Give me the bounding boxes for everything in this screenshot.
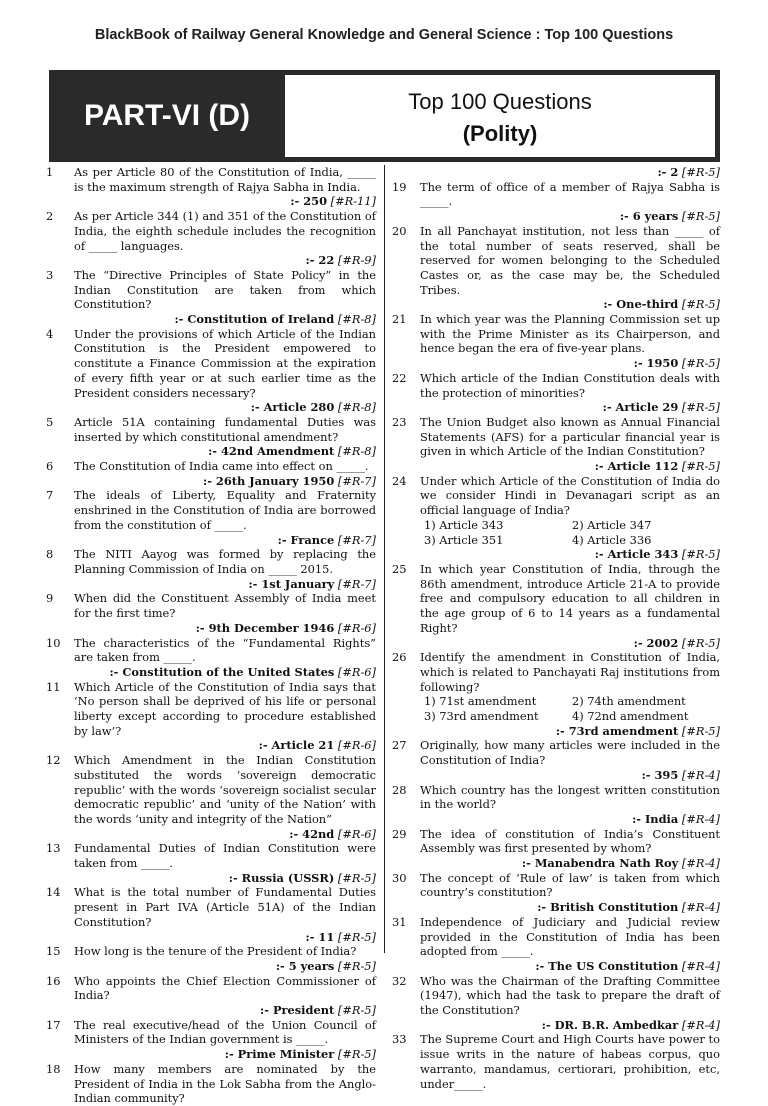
answer-line: [74, 533, 376, 548]
answer-line: [420, 1018, 720, 1033]
question-text: Who was the Chairman of the Drafting Committee (1947), which had the task to prepare the draft of the Constitution?: [420, 973, 720, 1018]
question-item: [46, 547, 376, 591]
question-item: [392, 371, 720, 415]
question-item: [392, 474, 720, 562]
answer-ref: [#R-5]: [678, 547, 720, 562]
question-text: Fundamental Duties of Indian Constitution were taken from _____.: [74, 841, 376, 871]
question-text: The concept of ‘Rule of law’ is taken from which country’s constitution?: [420, 870, 720, 900]
right-column: [392, 165, 720, 1091]
option: 4) 72nd amendment: [572, 709, 689, 724]
question-item: [392, 827, 720, 871]
question-number: 8: [46, 547, 54, 562]
answer-ref: [#R-8]: [334, 312, 376, 327]
question-item: [392, 224, 720, 312]
question-text: The NITI Aayog was formed by replacing the Planning Commission of India on _____ 2015.: [74, 547, 376, 576]
question-text: How many members are nominated by the President of India in the Lok Sabha from the Anglo-Indian community?: [74, 1061, 376, 1106]
answer-text: :- 2002: [633, 635, 679, 650]
answer-line: [74, 1047, 376, 1062]
question-item: [46, 209, 376, 268]
question-text: The characteristics of the “Fundamental Rights” are taken from _____.: [74, 635, 376, 665]
answer-text: :- France: [277, 532, 335, 547]
question-item: [392, 165, 720, 180]
question-number: 2: [46, 209, 54, 224]
answer-options: [420, 518, 720, 547]
answer-text: :- 11: [305, 929, 335, 944]
column-divider: [384, 165, 385, 953]
option: 1) 71st amendment: [424, 694, 537, 709]
part-label: PART-VI (D): [83, 99, 251, 132]
option: 3) Article 351: [424, 532, 504, 547]
question-text: The Union Budget also known as Annual Financial Statements (AFS) for a particular financial year is given in which Article of the Indian Constitution?: [420, 414, 720, 459]
answer-text: :- Article 343: [594, 547, 679, 562]
option: 1) Article 343: [424, 517, 504, 532]
answer-line: [420, 724, 720, 739]
answer-text: :- Article 280: [250, 400, 335, 415]
option: 2) Article 347: [572, 517, 652, 532]
answer-line: [420, 297, 720, 312]
running-head: BlackBook of Railway General Knowledge and General Science : Top 100 Questions: [94, 27, 674, 43]
question-number: 20: [392, 223, 407, 238]
answer-line: [420, 165, 720, 180]
answer-ref: [#R-5]: [678, 635, 720, 650]
question-text: The Constitution of India came into effect on _____.: [74, 459, 369, 474]
answer-text: :- 42nd Amendment: [208, 444, 335, 459]
answer-ref: [#R-5]: [334, 929, 376, 944]
answer-ref: [#R-4]: [678, 1017, 720, 1032]
answer-text: :- President: [260, 1003, 335, 1018]
question-number: 7: [46, 488, 54, 503]
question-text: Identify the amendment in Constitution of India, which is related to Panchayati Raj institutions from following?: [420, 650, 720, 694]
answer-line: [74, 621, 376, 636]
question-item: [46, 1062, 376, 1106]
question-number: 10: [46, 635, 61, 650]
answer-line: [420, 459, 720, 474]
question-text: Article 51A containing fundamental Duties was inserted by which constitutional amendment?: [74, 414, 376, 444]
answer-text: :- British Constitution: [537, 900, 679, 915]
answer-line: [420, 636, 720, 651]
answer-line: [74, 444, 376, 459]
answer-ref: [#R-5]: [334, 1003, 376, 1018]
answer-text: :- Constitution of Ireland: [174, 312, 335, 327]
question-text: The Supreme Court and High Courts have power to issue writs in the nature of habeas corpus, quo warranto, mandamus, certiorari, prohibition, etc, under_____.: [420, 1032, 720, 1091]
answer-text: :- One-third: [603, 297, 679, 312]
answer-ref: [#R-5]: [334, 870, 376, 885]
question-text: As per Article 344 (1) and 351 of the Constitution of India, the eighth schedule includes the recognition of _____ languages.: [74, 209, 376, 253]
banner-title-box: [285, 75, 715, 157]
question-item: [46, 636, 376, 680]
option: 4) Article 336: [572, 532, 652, 547]
part-banner: [49, 70, 720, 162]
answer-line: [74, 738, 376, 753]
answer-line: [420, 356, 720, 371]
answer-ref: [#R-6]: [334, 620, 376, 635]
question-text: In which year was the Planning Commission set up with the Prime Minister as its Chairperson, and hence began the era of five-year plans.: [420, 312, 720, 356]
answer-text: :- 1950: [633, 356, 679, 371]
answer-ref: [#R-4]: [678, 900, 720, 915]
question-text: When did the Constituent Assembly of India meet for the first time?: [74, 591, 376, 621]
answer-ref: [#R-7]: [334, 532, 376, 547]
question-number: 18: [46, 1061, 61, 1076]
question-item: [392, 650, 720, 738]
question-item: [392, 738, 720, 782]
question-number: 24: [392, 473, 407, 488]
question-item: [392, 915, 720, 974]
answer-text: :- 22: [305, 253, 335, 268]
answer-ref: [#R-11]: [327, 194, 376, 209]
question-text: The term of office of a member of Rajya Sabha is _____.: [420, 179, 720, 209]
question-number: 33: [392, 1032, 407, 1047]
answer-ref: [#R-5]: [334, 1047, 376, 1062]
question-number: 30: [392, 870, 407, 885]
question-text: Which country has the longest written constitution in the world?: [420, 782, 720, 812]
question-item: [46, 974, 376, 1018]
question-text: Independence of Judiciary and Judicial review provided in the Constitution of India has been adopted from _____.: [420, 914, 720, 959]
answer-text: :- Article 21: [258, 738, 335, 753]
answer-line: [420, 900, 720, 915]
answer-line: [74, 665, 376, 680]
question-item: [392, 871, 720, 915]
answer-ref: [#R-9]: [334, 253, 376, 268]
answer-line: [74, 400, 376, 415]
answer-text: :- 6 years: [619, 209, 679, 224]
answer-line: [74, 959, 376, 974]
answer-text: :- 2: [657, 165, 679, 179]
option: 3) 73rd amendment: [424, 709, 539, 724]
question-text: Under which Article of the Constitution of India do we consider Hindi in Devanagari script as an official language of India?: [420, 473, 720, 518]
answer-ref: [#R-5]: [678, 459, 720, 474]
answer-ref: [#R-4]: [678, 958, 720, 973]
answer-ref: [#R-7]: [334, 576, 376, 591]
question-item: [46, 459, 376, 488]
question-text: Which Article of the Constitution of India says that ‘No person shall be deprived of his life or personal liberty except according to procedure established by law’?: [74, 679, 376, 738]
question-number: 11: [46, 679, 61, 694]
answer-line: [420, 856, 720, 871]
banner-subtitle: (Polity): [462, 121, 538, 146]
question-item: [46, 944, 376, 973]
question-number: 19: [392, 179, 407, 194]
answer-ref: [#R-6]: [334, 664, 376, 679]
answer-text: :- Constitution of the United States: [109, 664, 335, 679]
answer-line: [74, 577, 376, 592]
question-text: The idea of constitution of India’s Constituent Assembly was first presented by whom?: [420, 826, 720, 856]
question-text: As per Article 80 of the Constitution of India, _____ is the maximum strength of Rajya Sabha in India.: [74, 165, 376, 194]
answer-ref: [#R-5]: [678, 209, 720, 224]
answer-text: :- Manabendra Nath Roy: [521, 856, 679, 871]
answer-line: [74, 312, 376, 327]
answer-ref: [#R-5]: [678, 400, 720, 415]
question-number: 32: [392, 973, 407, 988]
question-item: [392, 783, 720, 827]
question-text: What is the total number of Fundamental Duties present in Part IVA (Article 51A) of the Indian Constitution?: [74, 885, 376, 929]
question-item: [46, 488, 376, 547]
answer-text: :- 1st January: [248, 576, 335, 591]
banner-title: Top 100 Questions: [408, 89, 592, 114]
answer-line: [74, 253, 376, 268]
question-number: 12: [46, 753, 61, 768]
question-text: In which year Constitution of India, through the 86th amendment, introduce Article 21-A to provide free and compulsory education to all children in the age group of 6 to 14 years as a fundamental Right?: [420, 561, 720, 635]
question-text: How long is the tenure of the President of India?: [74, 944, 357, 959]
question-item: [46, 885, 376, 944]
answer-ref: [#R-5]: [334, 958, 376, 973]
answer-ref: [#R-5]: [678, 723, 720, 738]
answer-ref: [#R-5]: [678, 297, 720, 312]
answer-ref: [#R-6]: [334, 826, 376, 841]
answer-line: [420, 768, 720, 783]
question-text: Originally, how many articles were included in the Constitution of India?: [420, 738, 720, 768]
answer-line: [74, 474, 376, 489]
question-item: [46, 165, 376, 209]
question-number: 21: [392, 312, 407, 327]
question-number: 13: [46, 841, 61, 856]
question-number: 16: [46, 973, 61, 988]
answer-line: [420, 959, 720, 974]
question-number: 29: [392, 826, 407, 841]
answer-text: :- 5 years: [275, 958, 335, 973]
answer-text: :- Prime Minister: [224, 1047, 335, 1062]
answer-ref: [#R-4]: [678, 856, 720, 871]
question-number: 3: [46, 267, 54, 282]
answer-text: :- Article 112: [594, 459, 679, 474]
option: 2) 74th amendment: [572, 694, 686, 709]
answer-text: :- India: [632, 811, 679, 826]
question-text: Which article of the Indian Constitution deals with the protection of minorities?: [420, 370, 720, 400]
answer-ref: [#R-5]: [678, 165, 720, 179]
question-number: 6: [46, 459, 54, 474]
answer-text: :- 26th January 1950: [203, 473, 335, 488]
answer-text: :- The US Constitution: [535, 958, 679, 973]
question-item: [46, 753, 376, 841]
answer-text: :- Article 29: [602, 400, 679, 415]
question-text: The real executive/head of the Union Council of Ministers of the Indian government is _____.: [74, 1017, 376, 1047]
question-text: The “Directive Principles of State Policy” in the Indian Constitution are taken from which Constitution?: [74, 267, 376, 312]
question-number: 15: [46, 944, 61, 959]
question-item: [46, 415, 376, 459]
question-item: [392, 974, 720, 1033]
question-item: [46, 680, 376, 754]
question-number: 1: [46, 165, 54, 179]
question-number: 4: [46, 326, 54, 341]
answer-line: [420, 400, 720, 415]
question-item: [46, 327, 376, 415]
answer-text: :- Russia (USSR): [228, 870, 335, 885]
answer-line: [420, 547, 720, 562]
answer-ref: [#R-6]: [334, 738, 376, 753]
answer-options: [420, 694, 720, 723]
question-item: [46, 841, 376, 885]
answer-line: [74, 194, 376, 209]
answer-ref: [#R-4]: [678, 811, 720, 826]
answer-line: [420, 812, 720, 827]
answer-text: :- 9th December 1946: [195, 620, 335, 635]
answer-ref: [#R-4]: [678, 767, 720, 782]
question-text: In all Panchayat institution, not less than _____ of the total number of seats reserved, shall be reserved for women belonging to the Scheduled Castes or, as the case may be, the Scheduled Tribes.: [420, 223, 720, 297]
answer-text: :- DR. B.R. Ambedkar: [541, 1017, 679, 1032]
question-number: 14: [46, 885, 61, 900]
answer-text: :- 395: [641, 767, 679, 782]
question-text: Which Amendment in the Indian Constitution substituted the words ‘sovereign democratic republic’ with the words ‘sovereign socialist secular democratic republic’ and ‘unity of the Nation’ with the words ‘unity and integrity of the Nation”: [74, 753, 376, 826]
question-text: Who appoints the Chief Election Commissioner of India?: [74, 973, 376, 1003]
answer-line: [74, 827, 376, 842]
answer-text: :- 250: [290, 194, 328, 209]
question-number: 25: [392, 561, 407, 576]
answer-ref: [#R-8]: [334, 400, 376, 415]
question-item: [392, 312, 720, 371]
answer-line: [74, 1003, 376, 1018]
question-text: Under the provisions of which Article of the Indian Constitution is the President empowered to constitute a Finance Commission at the expiration of every fifth year or at such earlier time as the President considers necessary?: [74, 326, 376, 400]
question-number: 17: [46, 1017, 61, 1032]
question-item: [46, 1018, 376, 1062]
answer-text: :- 73rd amendment: [555, 723, 679, 738]
question-item: [46, 268, 376, 327]
question-number: 9: [46, 591, 54, 606]
question-number: 28: [392, 782, 407, 797]
question-number: 26: [392, 650, 407, 665]
question-number: 22: [392, 370, 407, 385]
answer-ref: [#R-7]: [334, 473, 376, 488]
question-number: 5: [46, 414, 54, 429]
question-text: The ideals of Liberty, Equality and Fraternity enshrined in the Constitution of India are borrowed from the constitution of _____.: [74, 488, 376, 532]
question-item: [392, 415, 720, 474]
question-item: [392, 180, 720, 224]
left-column: [46, 165, 376, 1106]
answer-line: [420, 209, 720, 224]
answer-ref: [#R-5]: [678, 356, 720, 371]
question-number: 31: [392, 914, 407, 929]
question-item: [392, 1032, 720, 1091]
answer-text: :- 42nd: [289, 826, 335, 841]
question-number: 27: [392, 738, 407, 753]
question-number: 23: [392, 414, 407, 429]
question-item: [392, 562, 720, 650]
answer-line: [74, 930, 376, 945]
question-item: [46, 591, 376, 635]
answer-ref: [#R-8]: [334, 444, 376, 459]
answer-line: [74, 871, 376, 886]
